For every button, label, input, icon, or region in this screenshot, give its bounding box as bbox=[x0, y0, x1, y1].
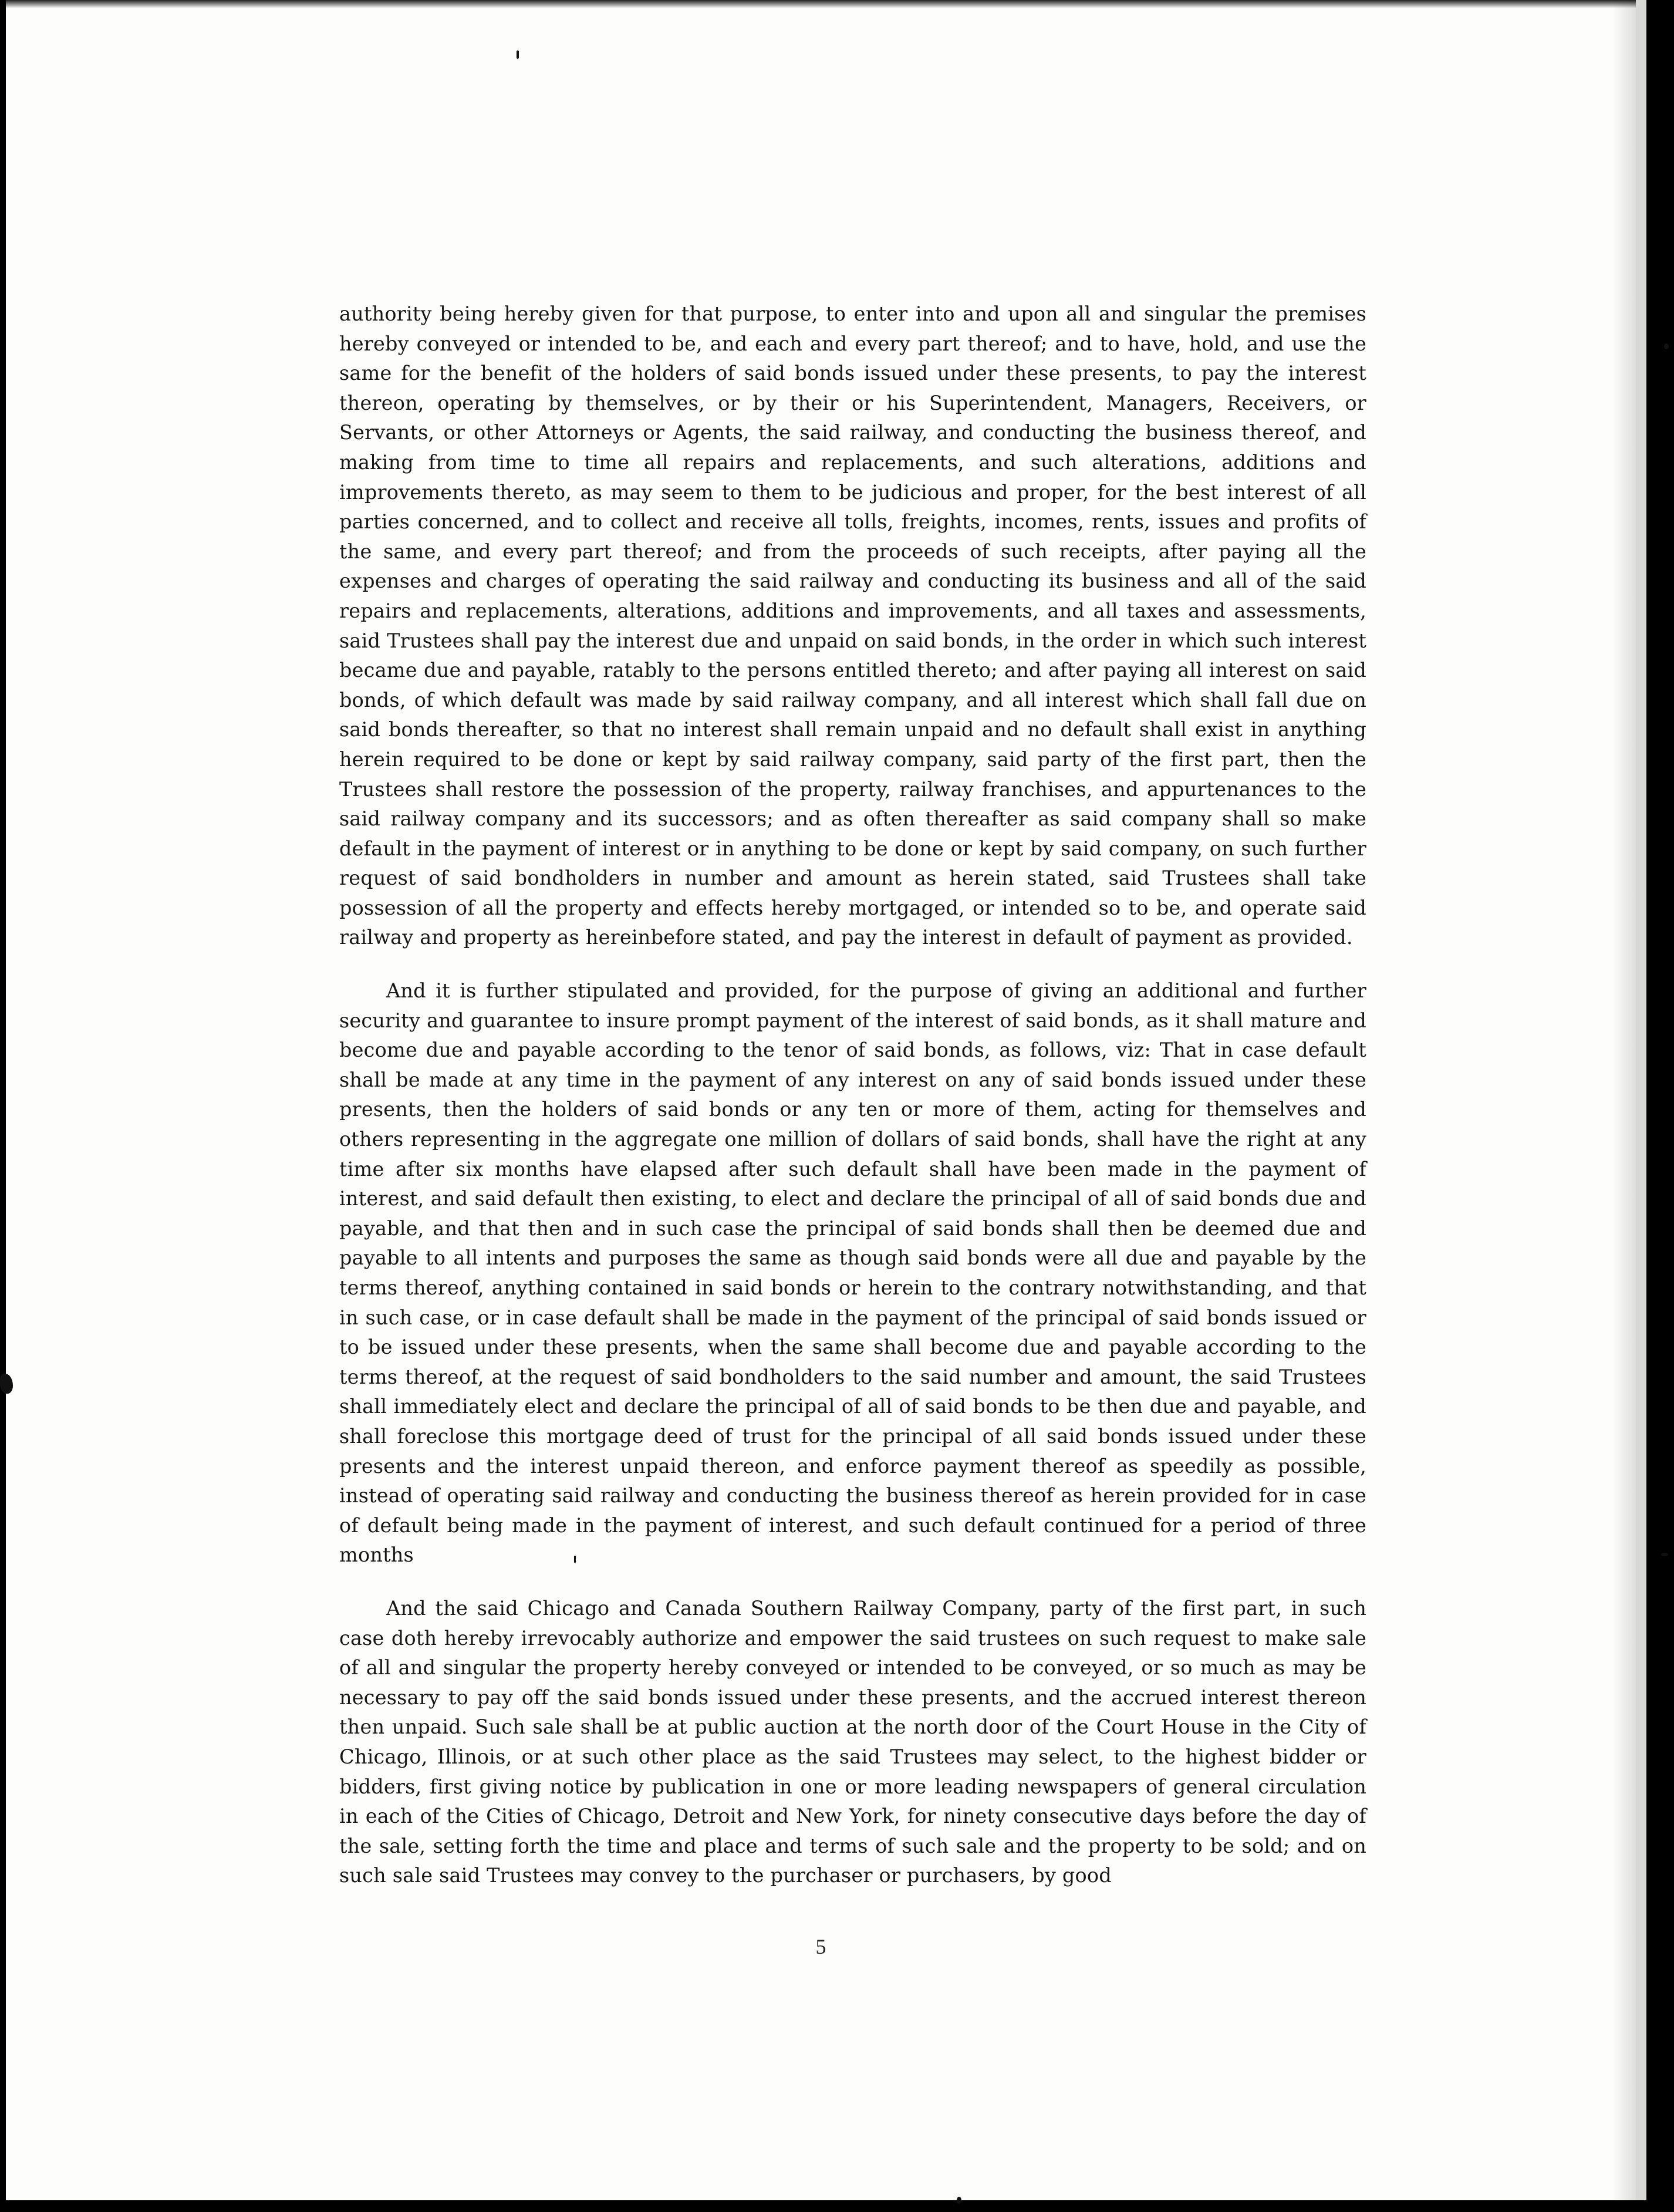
scan-speck bbox=[1664, 343, 1669, 349]
paragraph-1: authority being hereby given for that purpose, to enter into and upon all and singular the premises hereby conveyed or intended to be, and each and every part thereof; and to have, hold, and use the same for the benefit of the holders of said bonds issued under these presents, to pay the interest thereon, operating by themselves, or by their or his Superintendent, Managers, Receivers, or Servants, or other Attorneys or Agents, the said railway, and conducting the business thereof, and making from time to time all repairs and replacements, and such alterations, additions and improvements thereto, as may seem to them to be judicious and proper, for the best interest of all parties concerned, and to collect and receive all tolls, freights, incomes, rents, issues and profits of the same, and every part thereof; and from the proceeds of such receipts, after paying all the expenses and charges of operating the said railway and conducting its business and all of the said repairs and replacements, alterations, additions and improvements, and all taxes and assessments, said Trustees shall pay the interest due and unpaid on said bonds, in the order in which such interest became due and payable, ratably to the persons entitled thereto; and after paying all interest on said bonds, of which default was made by said railway company, and all interest which shall fall due on said bonds thereafter, so that no interest shall remain unpaid and no default shall exist in anything herein required to be done or kept by said railway company, said party of the first part, then the Trustees shall restore the possession of the property, railway franchises, and appurtenances to the said railway company and its successors; and as often thereafter as said company shall so make default in the payment of interest or in anything to be done or kept by said company, on such further request of said bondholders in number and amount as herein stated, said Trustees shall take possession of all the property and effects hereby mortgaged, or intended so to be, and operate said railway and property as hereinbefore stated, and pay the interest in default of payment as provided. bbox=[339, 302, 1366, 949]
paragraph-2: And it is further stipulated and provided, for the purpose of giving an additional and further security and guarantee to insure prompt payment of the interest of said bonds, as it shall mature and become due and payable according to the tenor of said bonds, as follows, viz: That in case default shall be made at any time in the payment of any interest on any of said bonds issued under these presents, then the holders of said bonds or any ten or more of them, acting for themselves and others representing in the aggregate one million of dollars of said bonds, shall have the right at any time after six months have elapsed after such default shall have been made in the payment of interest, and said default then existing, to elect and declare the principal of all of said bonds due and payable, and that then and in such case the principal of said bonds shall then be deemed due and payable to all intents and purposes the same as though said bonds were all due and payable by the terms thereof, anything contained in said bonds or herein to the contrary notwithstanding, and that in such case, or in case default shall be made in the payment of the principal of said bonds issued or to be issued under these presents, when the same shall become due and payable according to the terms thereof, at the request of said bondholders to the said number and amount, the said Trustees shall immediately elect and declare the principal of all of said bonds to be then due and payable, and shall foreclose this mortgage deed of trust for the principal of all said bonds issued under these presents and the interest unpaid thereon, and enforce payment thereof as speedily as possible, instead of operating said railway and conducting the business thereof as herein provided for in case of default being made in the payment of interest, and such default continued for a period of three months bbox=[339, 979, 1366, 1567]
page-number: 5 bbox=[815, 1935, 826, 1958]
page-binding-shadow bbox=[1612, 0, 1636, 2200]
page-top-edge bbox=[6, 0, 1636, 8]
scan-speck bbox=[517, 50, 519, 59]
scan-speck bbox=[574, 1556, 576, 1563]
scan-speck bbox=[1661, 1553, 1668, 1556]
paragraph-3: And the said Chicago and Canada Southern Railway Company, party of the first part, in such case doth hereby irrevocably authorize and empower the said trustees on such request to make sale of all and singular the property hereby conveyed or intended to be conveyed, or so much as may be necessary to pay off the said bonds issued under these presents, and the accrued interest thereon then unpaid. Such sale shall be at public auction at the north door of the Court House in the City of Chicago, Illinois, or at such other place as the said Trustees may select, to the highest bidder or bidders, first giving notice by publication in one or more leading newspapers of general circulation in each of the Cities of Chicago, Detroit and New York, for ninety consecutive days before the day of the sale, setting forth the time and place and terms of such sale and the property to be sold; and on such sale said Trustees may convey to the purchaser or purchasers, by good bbox=[339, 1596, 1366, 1887]
document-page bbox=[6, 0, 1646, 2200]
scan-speck bbox=[957, 2197, 961, 2204]
document-body bbox=[339, 299, 1366, 1891]
